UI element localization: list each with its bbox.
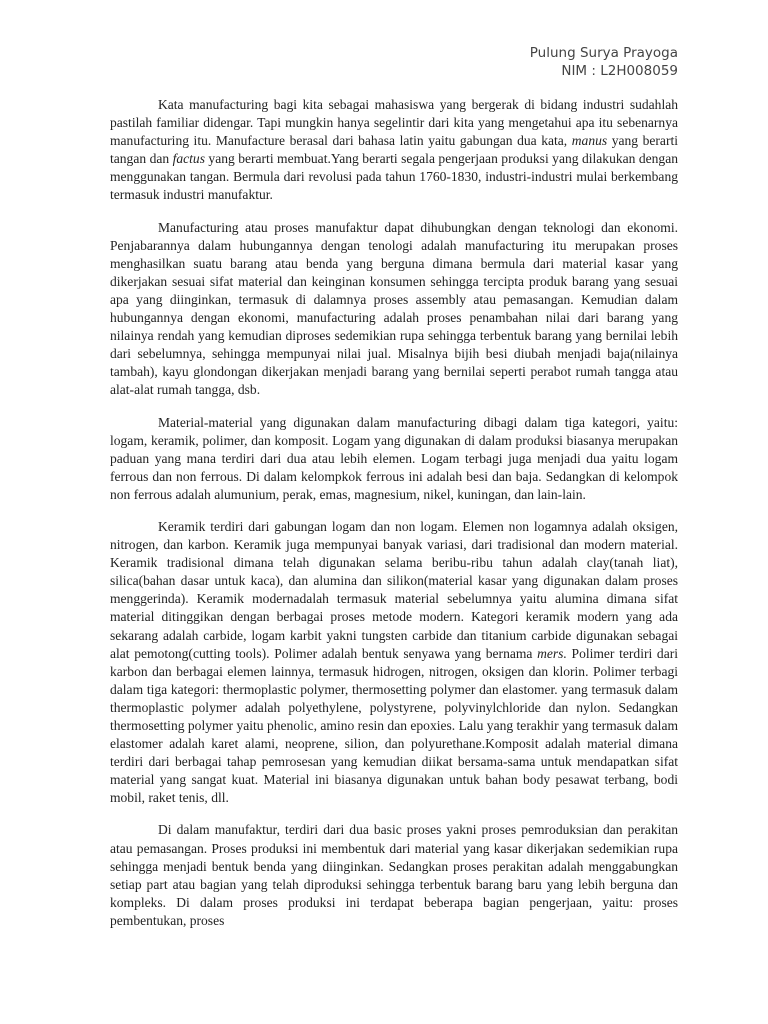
latin-term-factus: factus: [172, 151, 205, 167]
paragraph-1: Kata manufacturing bagi kita sebagai mahasiswa yang bergerak di bidang industri sudahlah pastilah familiar didengar. Tapi mungkin hanya segelintir dari kita yang mengetahui apa itu sebenarnya manufacturing itu. Manufacture berasal dari bahasa latin yaitu gabungan dua kata, manus yang berarti tangan dan factus yang berarti membuat.Yang berarti segala pengerjaan produksi yang dilakukan dengan menggunakan tangan. Bermula dari revolusi pada tahun 1760-1830, industri-industri mulai berkembang termasuk industri manufaktur.: [110, 97, 678, 203]
paragraph-2: Manufacturing atau proses manufaktur dapat dihubungkan dengan teknologi dan ekonomi. Penjabarannya dalam hubungannya dengan tenologi adalah manufacturing itu merupakan proses menghasilkan suatu barang atau benda yang berguna dimana bermula dari material kasar yang dikerjakan sesuai sifat material dan keinginan konsumen sehingga tercipta produk barang yang sesuai apa yang diinginkan, termasuk di dalamnya proses assembly atau pemasangan. Kemudian dalam hubungannya dengan ekonomi, manufacturing adalah proses penambahan nilai dari barang yang nilainya rendah yang kemudian diproses sedemikian rupa sehingga terbentuk barang yang bernilai lebih dari sebelumnya, sehingga mempunyai nilai jual. Misalnya bijih besi diubah menjadi baja(nilainya tambah), kayu glondongan dikerjakan menjadi barang yang bernilai seperti perabot rumah tangga atau alat-alat rumah tangga, dsb.: [110, 219, 678, 398]
paragraph-4: Keramik terdiri dari gabungan logam dan non logam. Elemen non logamnya adalah oksigen, nitrogen, dan karbon. Keramik juga mempunyai banyak variasi, dari tradisional dan modern material. Keramik tradisional dimana telah digunakan selama beribu-ribu tahun adalah clay(tanah liat), silica(bahan dasar untuk kaca), dan alumina dan silikon(material kasar yang digunakan dalam proses menggerinda). Keramik modernadalah termasuk material sebelumnya yaitu alumina dimana sifat material ditinggikan dengan berbagai proses metode modern. Kategori keramik modern yang ada sekarang adalah carbide, logam karbit yakni tungsten carbide dan titanium carbide digunakan sebagai alat pemotong(cutting tools). Polimer adalah bentuk senyawa yang bernama mers. Polimer terdiri dari karbon dan berbagai elemen lainnya, termasuk hidrogen, nitrogen, oksigen dan klorin. Polimer terbagi dalam tiga kategori: thermoplastic polymer, thermosetting polymer dan elastomer. yang termasuk dalam thermoplastic polymer adalah polyethylene, polystyrene, polyvinylchloride dan nylon. Sedangkan thermosetting polymer yaitu phenolic, amino resin dan epoxies. Lalu yang terakhir yang termasuk dalam elastomer adalah karet alami, neoprene, silion, dan polyurethane.Komposit adalah material dimana terdiri dari berbagai tahap pemrosesan yang kemudian diikat bersama-sama untuk mendapatkan sifat material yang sangat kuat. Material ini biasanya digunakan untuk bahan body pesawat terbang, bodi mobil, raket tenis, dll.: [110, 518, 678, 806]
author-name: Pulung Surya Prayoga: [529, 45, 678, 61]
paragraph-3: Material-material yang digunakan dalam manufacturing dibagi dalam tiga kategori, yaitu: logam, keramik, polimer, dan komposit. Logam yang digunakan di dalam produksi biasanya merupakan paduan yang mana terdiri dari dua atau lebih elemen. Logam terbagi juga menjadi dua yaitu logam ferrous dan non ferrous. Di dalam kelompkok ferrous ini adalah besi dan baja. Sedangkan di kelompok non ferrous adalah alumunium, perak, emas, magnesium, nikel, kuningan, dan lain-lain.: [110, 414, 678, 502]
student-id: NIM : L2H008059: [561, 63, 678, 79]
latin-term-manus: manus: [571, 133, 608, 149]
paragraph-5: Di dalam manufaktur, terdiri dari dua basic proses yakni proses pemroduksian dan perakitan atau pemasangan. Proses produksi ini membentuk dari material yang kasar dikerjakan sedemikian rupa sehingga menjadi bentuk benda yang diinginkan. Sedangkan proses perakitan adalah menggabungkan setiap part atau bagian yang telah diproduksi sehingga terbentuk barang baru yang lebih berguna dan kompleks. Di dalam proses produksi ini terdapat beberapa bagian pengerjaan, yaitu: proses pembentukan, proses: [110, 822, 678, 928]
term-mers: mers.: [537, 645, 567, 661]
author-header: [530, 44, 678, 80]
document-body: [110, 96, 678, 930]
